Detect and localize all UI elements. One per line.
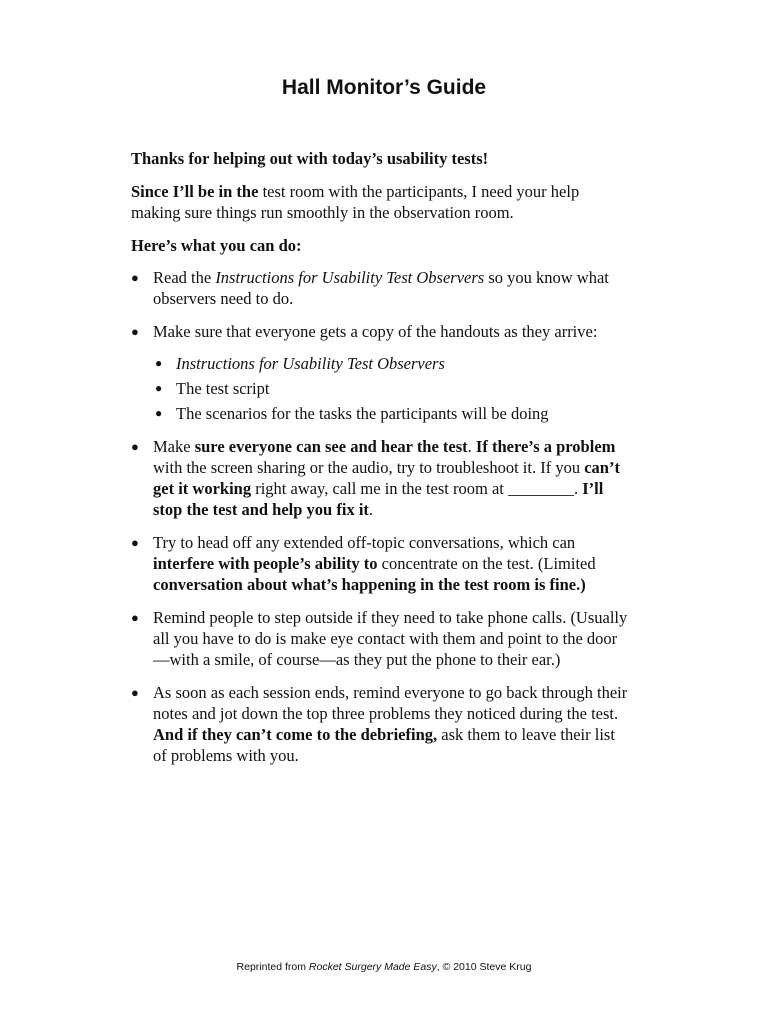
bullet-icon: ● <box>131 324 139 339</box>
document-body <box>131 148 631 778</box>
list-item-text: . <box>467 437 476 456</box>
list-item-bold: conversation about what’s happening in the test room is fine.) <box>153 575 586 594</box>
sublist-item-text: The test script <box>176 379 270 398</box>
bullet-icon: ● <box>131 439 139 454</box>
list-item-text: ask them to leave their list of problems with you. <box>153 725 615 765</box>
sublist-item-text: The scenarios for the tasks the participants will be doing <box>176 404 549 423</box>
sublist-item <box>155 403 631 424</box>
list-item-text: Read the <box>153 268 216 287</box>
list-item-text: Remind people to step outside if they need to take phone calls. (Usually all you have to do is make eye contact with them and point to the door—with a smile, of course—as they put the phone to their ear.) <box>153 608 628 669</box>
list-item-bold: can’t get it working <box>153 458 620 498</box>
sublist-item <box>155 353 631 374</box>
bullet-icon: ● <box>131 610 139 625</box>
list-item-italic: Instructions for Usability Test Observers <box>215 268 485 287</box>
list-item-bold: And if they can’t come to the debriefing, <box>153 725 438 744</box>
bullet-icon: ● <box>155 356 163 370</box>
list-item-text: As soon as each session ends, remind everyone to go back through their notes and jot down the top three problems they noticed during the test. <box>153 683 628 723</box>
page-title: Hall Monitor’s Guide <box>281 76 487 99</box>
list-item-see-and-hear <box>131 436 631 520</box>
list-item-session-ends <box>131 682 631 766</box>
intro-paragraph <box>131 181 631 223</box>
bullet-icon: ● <box>155 406 163 420</box>
list-item-text: right away, call me in the test room at ________. <box>251 479 583 498</box>
list-item-text: . <box>368 500 374 519</box>
page-footer <box>0 960 768 974</box>
list-item-text: so you know what observers need to do. <box>153 268 609 308</box>
list-item-read-instructions <box>131 267 631 309</box>
footer-text: , © 2010 Steve Krug <box>436 961 532 973</box>
list-item-off-topic <box>131 532 631 595</box>
list-item-text: with the screen sharing or the audio, try to troubleshoot it. If you <box>153 458 585 477</box>
bullet-icon: ● <box>155 381 163 395</box>
list-item-handouts <box>131 321 631 424</box>
intro-heading: Thanks for helping out with today’s usability tests! <box>131 149 489 168</box>
list-item-bold: sure everyone can see and hear the test <box>194 437 468 456</box>
footer-text: Reprinted from <box>236 961 309 973</box>
bullet-icon: ● <box>131 535 139 550</box>
list-item-phone-calls <box>131 607 631 670</box>
handouts-sublist <box>153 353 631 424</box>
list-lead: Here’s what you can do: <box>131 236 302 255</box>
footer-book-title: Rocket Surgery Made Easy <box>308 961 437 973</box>
list-item-text: Make <box>153 437 195 456</box>
sublist-item-text: Instructions for Usability Test Observers <box>176 354 445 373</box>
list-item-bold: I’ll stop the test and help you fix it <box>153 479 604 519</box>
list-item-text: Make sure that everyone gets a copy of the handouts as they arrive: <box>153 322 598 341</box>
sublist-item <box>155 378 631 399</box>
intro-paragraph-lead: Since I’ll be in the <box>131 182 259 201</box>
bullet-icon: ● <box>131 270 139 285</box>
list-item-bold: interfere with people’s ability to <box>153 554 378 573</box>
intro-paragraph-rest: test room with the participants, I need your help making sure things run smoothly in the observation room. <box>131 182 580 222</box>
list-item-bold: If there’s a problem <box>475 437 616 456</box>
list-item-text: concentrate on the test. (Limited <box>377 554 596 573</box>
bullet-icon: ● <box>131 685 139 700</box>
list-item-text: Try to head off any extended off-topic conversations, which can <box>153 533 576 552</box>
